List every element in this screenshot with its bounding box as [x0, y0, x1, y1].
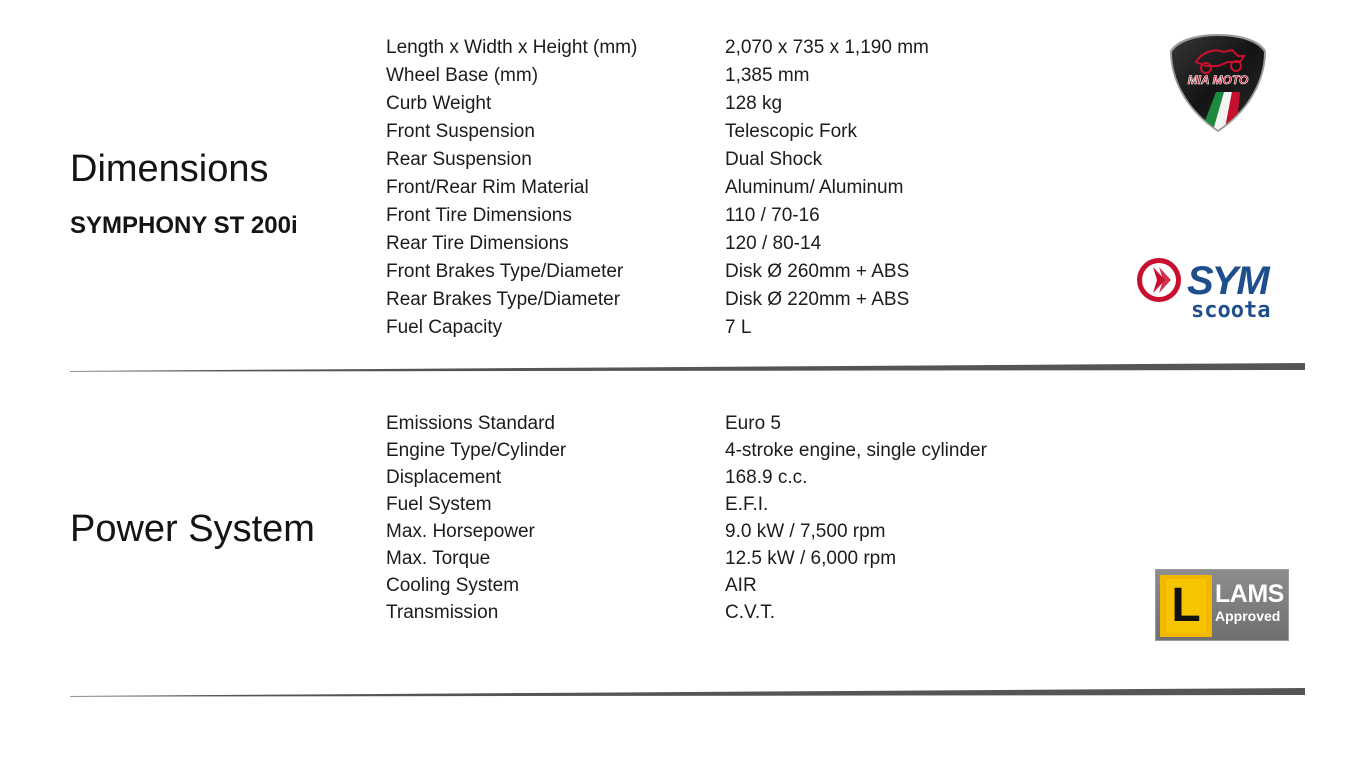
- spec-row-fuel-capacity: [386, 314, 1145, 342]
- spec-row-displacement: [386, 464, 1145, 491]
- spec-row-wheel-base: [386, 62, 1145, 90]
- spec-value: 120 / 80-14: [725, 233, 822, 254]
- spec-label: Wheel Base (mm): [386, 65, 539, 86]
- spec-value: 4-stroke engine, single cylinder: [725, 440, 987, 461]
- spec-row-rear-brakes: [386, 286, 1145, 314]
- spec-label: Cooling System: [386, 575, 520, 596]
- dimensions-spec-list: [386, 34, 1145, 342]
- spec-row-rear-suspension: [386, 146, 1145, 174]
- spec-label: Fuel Capacity: [386, 317, 503, 338]
- spec-label: Emissions Standard: [386, 413, 555, 434]
- spec-row-rim-material: [386, 174, 1145, 202]
- spec-label: Rear Suspension: [386, 149, 532, 170]
- sym-brand-text: SYM: [1187, 259, 1268, 303]
- spec-row-engine-type: [386, 437, 1145, 464]
- spec-row-fuel-system: [386, 491, 1145, 518]
- spec-label: Max. Torque: [386, 548, 491, 569]
- sym-sub-text: scoota: [1191, 298, 1271, 321]
- spec-label: Length x Width x Height (mm): [386, 37, 638, 58]
- lams-approved-badge: [1155, 569, 1289, 641]
- spec-row-cooling: [386, 572, 1145, 599]
- spec-value: 2,070 x 735 x 1,190 mm: [725, 37, 929, 58]
- spec-label: Transmission: [386, 602, 499, 623]
- section-divider: [70, 362, 1305, 372]
- spec-value: 110 / 70-16: [725, 205, 820, 226]
- spec-value: Aluminum/ Aluminum: [725, 177, 904, 198]
- spec-value: 168.9 c.c.: [725, 467, 808, 488]
- spec-label: Front/Rear Rim Material: [386, 177, 589, 198]
- spec-label: Front Tire Dimensions: [386, 205, 572, 226]
- dimensions-title: Dimensions: [70, 148, 269, 190]
- spec-row-front-brakes: [386, 258, 1145, 286]
- spec-label: Rear Brakes Type/Diameter: [386, 289, 621, 310]
- spec-value: 128 kg: [725, 93, 783, 114]
- spec-row-rear-tire: [386, 230, 1145, 258]
- mia-moto-text: MIA MOTO: [1187, 73, 1249, 87]
- power-system-title: Power System: [70, 508, 315, 550]
- spec-value: 7 L: [725, 317, 752, 338]
- spec-value: 1,385 mm: [725, 65, 810, 86]
- lams-letter: L: [1166, 579, 1206, 633]
- lams-title: LAMS: [1215, 580, 1284, 608]
- spec-value: AIR: [725, 575, 757, 596]
- mia-moto-shield-logo: [1166, 30, 1270, 134]
- spec-row-transmission: [386, 599, 1145, 626]
- model-name: SYMPHONY ST 200i: [70, 212, 298, 239]
- spec-value: 9.0 kW / 7,500 rpm: [725, 521, 886, 542]
- power-spec-list: [386, 410, 1145, 626]
- spec-value: Dual Shock: [725, 149, 823, 170]
- spec-row-curb-weight: [386, 90, 1145, 118]
- spec-value: C.V.T.: [725, 602, 775, 623]
- spec-row-length: [386, 34, 1145, 62]
- spec-label: Displacement: [386, 467, 502, 488]
- sym-scoota-logo: [1135, 255, 1291, 321]
- spec-value: Euro 5: [725, 413, 781, 434]
- spec-label: Front Brakes Type/Diameter: [386, 261, 624, 282]
- spec-row-front-tire: [386, 202, 1145, 230]
- spec-value: Disk Ø 260mm + ABS: [725, 261, 910, 282]
- spec-row-front-suspension: [386, 118, 1145, 146]
- spec-label: Max. Horsepower: [386, 521, 535, 542]
- spec-row-torque: [386, 545, 1145, 572]
- learner-l-icon: [1160, 575, 1212, 637]
- spec-value: Telescopic Fork: [725, 121, 857, 142]
- spec-row-emissions: [386, 410, 1145, 437]
- spec-label: Engine Type/Cylinder: [386, 440, 567, 461]
- section-divider: [70, 687, 1305, 697]
- spec-value: 12.5 kW / 6,000 rpm: [725, 548, 897, 569]
- spec-value: Disk Ø 220mm + ABS: [725, 289, 910, 310]
- spec-label: Curb Weight: [386, 93, 492, 114]
- lams-subtitle: Approved: [1215, 608, 1281, 624]
- spec-label: Rear Tire Dimensions: [386, 233, 569, 254]
- spec-row-horsepower: [386, 518, 1145, 545]
- lams-text: [1215, 582, 1284, 623]
- spec-label: Fuel System: [386, 494, 492, 515]
- spec-label: Front Suspension: [386, 121, 535, 142]
- spec-value: E.F.I.: [725, 494, 769, 515]
